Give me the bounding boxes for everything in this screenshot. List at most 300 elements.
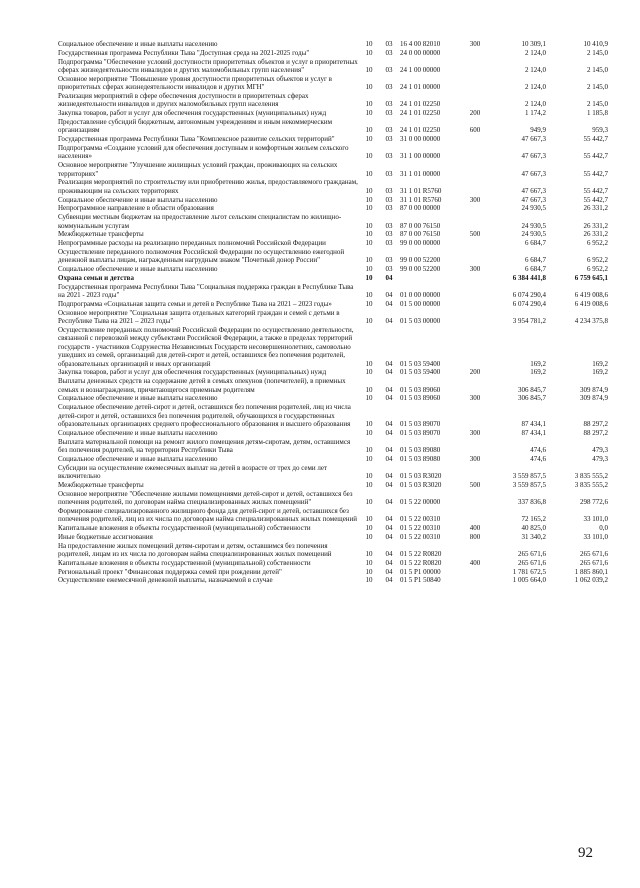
subsection-code: 04 — [385, 480, 393, 489]
expense-type-code — [464, 377, 486, 394]
amount-year-1: 474,6 — [530, 446, 546, 455]
row-name: Осуществление переданного полномочия Российской Федерации по осуществлению ежегодной денежной выплаты лицам, награжденным нагрудным знаком "Почетный донор России" — [58, 248, 345, 265]
section-code: 10 — [365, 446, 373, 455]
section-code: 10 — [365, 532, 373, 541]
table-body — [58, 40, 608, 585]
expense-type-code — [464, 239, 486, 248]
expense-type-code: 300 — [469, 454, 481, 463]
row-name: Социальное обеспечение детей-сирот и детей, оставшихся без попечения родителей, лиц из числа детей-сирот и детей, оставшихся без попечения родителей, обучающихся в государственных образовательных организациях среднего профессионального образования и высшего образования — [58, 403, 351, 429]
row-name: Непрограммное направление в области образования — [58, 204, 214, 213]
table-row — [58, 274, 608, 283]
section-code: 10 — [365, 550, 373, 559]
table-row — [58, 394, 608, 403]
amount-year-1: 6 684,7 — [525, 239, 546, 248]
amount-year-2: 2 145,0 — [587, 83, 608, 92]
section-code: 10 — [365, 221, 373, 230]
target-article-code: 01 5 03 R3020 — [400, 472, 442, 481]
table-row — [58, 559, 608, 568]
section-code: 10 — [365, 359, 373, 368]
table-row — [58, 239, 608, 248]
subsection-code: 03 — [385, 230, 393, 239]
expense-type-code — [464, 464, 486, 481]
subsection-code: 04 — [385, 515, 393, 524]
table-row — [58, 75, 608, 92]
amount-year-1: 3 954 781,2 — [512, 317, 546, 326]
expense-type-code: 400 — [469, 558, 481, 567]
subsection-code: 03 — [385, 100, 393, 109]
row-name: Региональный проект "Финансовая поддержка семей при рождении детей" — [58, 567, 282, 576]
expense-type-code — [464, 283, 486, 300]
subsection-code: 04 — [385, 291, 393, 300]
table-row — [58, 464, 608, 481]
expense-type-code: 200 — [469, 109, 481, 118]
subsection-code: 03 — [385, 195, 393, 204]
expense-type-code: 800 — [469, 532, 481, 541]
target-article-code: 24 1 01 02250 — [400, 109, 441, 118]
amount-year-1: 265 671,6 — [518, 550, 546, 559]
amount-year-2: 3 835 555,2 — [574, 480, 608, 489]
expense-type-code — [464, 300, 486, 309]
amount-year-2: 2 145,0 — [587, 66, 608, 74]
target-article-code: 01 5 22 00310 — [400, 515, 441, 524]
row-name: Выплаты денежных средств на содержание детей в семьях опекунов (попечителей), в приемных семьях и вознаграждения, причитающегося приемным родителям — [58, 377, 346, 394]
subsection-code: 04 — [385, 300, 393, 308]
expense-type-code: 500 — [469, 230, 481, 239]
section-code: 10 — [365, 230, 373, 239]
section-code: 10 — [365, 385, 373, 394]
amount-year-1: 3 559 857,5 — [512, 472, 546, 481]
amount-year-1: 87 434,1 — [521, 428, 546, 437]
target-article-code: 31 0 00 00000 — [400, 135, 441, 144]
expense-type-code: 600 — [469, 126, 481, 135]
section-code: 10 — [365, 126, 373, 135]
expense-type-code — [464, 135, 486, 144]
section-code: 10 — [365, 317, 373, 326]
row-name: Государственная программа Республики Тыва "Доступная среда на 2021-2025 годы" — [58, 48, 310, 57]
expense-type-code — [464, 248, 486, 265]
target-article-code: 01 5 03 89070 — [400, 420, 441, 429]
amount-year-1: 1 005 664,0 — [512, 576, 546, 585]
amount-year-2: 6 419 008,6 — [574, 300, 608, 308]
amount-year-1: 949,9 — [530, 126, 546, 135]
amount-year-1: 1 174,2 — [525, 109, 546, 118]
target-article-code: 01 5 03 R3020 — [400, 480, 442, 489]
amount-year-1: 6 074 290,4 — [512, 291, 546, 300]
subsection-code: 03 — [385, 109, 393, 118]
target-article-code: 24 0 00 00000 — [400, 48, 441, 57]
amount-year-2: 10 410,9 — [583, 40, 608, 48]
subsection-code: 03 — [385, 135, 393, 144]
subsection-code: 04 — [385, 385, 393, 394]
table-row — [58, 568, 608, 577]
amount-year-1: 87 434,1 — [521, 420, 546, 429]
subsection-code: 03 — [385, 256, 393, 265]
expense-type-code: 300 — [469, 394, 481, 403]
amount-year-1: 47 667,3 — [521, 195, 546, 204]
target-article-code: 01 5 P1 50840 — [400, 576, 441, 585]
amount-year-1: 2 124,0 — [525, 83, 546, 92]
target-article-code: 01 5 03 89070 — [400, 428, 441, 437]
target-article-code — [400, 274, 464, 283]
table-row — [58, 403, 608, 429]
amount-year-2: 55 442,7 — [583, 195, 608, 204]
expense-type-code — [464, 92, 486, 109]
target-article-code: 87 0 00 00000 — [400, 204, 441, 213]
section-code: 10 — [365, 291, 373, 300]
row-name: Межбюджетные трансферты — [58, 230, 144, 239]
target-article-code: 01 5 03 89080 — [400, 454, 441, 463]
subsection-code: 04 — [385, 567, 393, 576]
target-article-code: 01 5 22 00000 — [400, 498, 441, 507]
section-code: 10 — [365, 109, 373, 118]
target-article-code: 01 5 22 00310 — [400, 532, 441, 541]
amount-year-2: 479,3 — [592, 446, 608, 455]
expense-type-code — [464, 204, 486, 213]
target-article-code: 87 0 00 76150 — [400, 230, 441, 239]
table-row — [58, 533, 608, 542]
section-code: 10 — [365, 169, 373, 178]
amount-year-1: 6 384 441,8 — [512, 274, 546, 282]
section-code: 10 — [365, 472, 373, 481]
section-code: 10 — [365, 83, 373, 92]
table-row — [58, 368, 608, 377]
row-name: Капитальные вложения в объекты государственной (муниципальной) собственности — [58, 524, 311, 533]
table-row — [58, 230, 608, 239]
expense-type-code: 300 — [469, 265, 481, 274]
target-article-code: 24 1 00 00000 — [400, 66, 441, 74]
table-row — [58, 490, 608, 507]
subsection-code: 04 — [385, 394, 393, 403]
amount-year-2: 6 419 008,6 — [574, 291, 608, 300]
amount-year-2: 169,2 — [592, 368, 608, 377]
amount-year-1: 24 930,5 — [521, 221, 546, 230]
amount-year-1: 169,2 — [530, 359, 546, 368]
table-row — [58, 438, 608, 455]
amount-year-2: 4 234 375,8 — [574, 317, 608, 326]
subsection-code: 03 — [385, 204, 393, 213]
section-code: 10 — [365, 428, 373, 437]
subsection-code: 03 — [385, 152, 393, 161]
expense-type-code — [464, 178, 486, 195]
row-name: Закупка товаров, работ и услуг для обеспечения государственных (муниципальных) нужд — [58, 109, 327, 118]
table-row — [58, 377, 608, 394]
expense-type-code: 300 — [469, 428, 481, 437]
row-name: Реализация мероприятий по строительству или приобретению жилья, предоставляемого гражданам, проживающим на сельских территориях — [58, 178, 358, 195]
expense-type-code: 300 — [469, 40, 481, 48]
amount-year-1: 31 340,2 — [521, 532, 546, 541]
subsection-code: 04 — [385, 558, 393, 567]
amount-year-2: 0,0 — [599, 524, 608, 533]
amount-year-1: 306 845,7 — [518, 385, 546, 394]
expense-type-code — [464, 438, 486, 455]
amount-year-2: 1 062 039,2 — [574, 576, 608, 585]
section-code: 10 — [365, 567, 373, 576]
expense-type-code: 400 — [469, 524, 481, 533]
target-article-code: 01 5 03 00000 — [400, 317, 441, 326]
table-row — [58, 507, 608, 524]
row-name: Субсидии на осуществление ежемесячных выплат на детей в возрасте от трех до семи лет включительно — [58, 463, 328, 481]
table-row — [58, 58, 608, 75]
subsection-code: 03 — [385, 265, 393, 274]
amount-year-2: 55 442,7 — [583, 152, 608, 161]
amount-year-2: 479,3 — [592, 454, 608, 463]
amount-year-2: 959,3 — [592, 126, 608, 135]
table-row — [58, 429, 608, 438]
table-row — [58, 196, 608, 205]
amount-year-2: 33 101,0 — [583, 532, 608, 541]
table-row — [58, 161, 608, 178]
table-row — [58, 92, 608, 109]
expense-type-code — [464, 326, 486, 368]
section-code: 10 — [365, 454, 373, 463]
target-article-code: 87 0 00 76150 — [400, 221, 441, 230]
subsection-code: 04 — [385, 359, 393, 368]
row-name: Социальное обеспечение и иные выплаты населению — [58, 394, 218, 403]
amount-year-1: 2 124,0 — [525, 48, 546, 57]
amount-year-1: 47 667,3 — [521, 152, 546, 161]
section-code: 10 — [365, 40, 373, 48]
expense-type-code — [464, 309, 486, 326]
amount-year-2: 26 331,2 — [583, 204, 608, 213]
target-article-code: 01 5 03 89060 — [400, 394, 441, 403]
subsection-code: 04 — [385, 446, 393, 455]
amount-year-2: 169,2 — [592, 359, 608, 368]
amount-year-2: 265 671,6 — [580, 558, 608, 567]
row-name: Осуществление ежемесячной денежной выплаты, назначаемой в случае — [58, 576, 273, 585]
row-name: Социальное обеспечение и иные выплаты населению — [58, 40, 218, 48]
table-row — [58, 481, 608, 490]
amount-year-1: 6 684,7 — [525, 256, 546, 265]
amount-year-1: 3 559 857,5 — [512, 480, 546, 489]
amount-year-2: 298 772,6 — [580, 498, 608, 507]
subsection-code: 03 — [385, 239, 393, 248]
target-article-code: 01 5 00 00000 — [400, 300, 441, 308]
section-code: 10 — [365, 498, 373, 507]
row-name: Социальное обеспечение и иные выплаты населению — [58, 454, 218, 463]
amount-year-2: 26 331,2 — [583, 230, 608, 239]
amount-year-1: 1 781 672,5 — [512, 567, 546, 576]
expense-type-code — [464, 144, 486, 161]
row-name: Основное мероприятие "Социальная защита отдельных категорий граждан и семей с детьми в Республике Тыва на 2021 – 2023 годы" — [58, 308, 340, 326]
target-article-code: 99 0 00 00000 — [400, 239, 441, 248]
amount-year-2: 55 442,7 — [583, 186, 608, 195]
subsection-code: 04 — [385, 532, 393, 541]
subsection-code: 04 — [385, 274, 393, 282]
table-row — [58, 109, 608, 118]
subsection-code: 03 — [385, 66, 393, 74]
row-name: Подпрограмма «Социальная защита семьи и детей в Республике Тыва на 2021 – 2023 годы» — [58, 300, 332, 308]
table-row — [58, 576, 608, 585]
row-name: Подпрограмма «Создание условий для обеспечения доступным и комфортным жильем сельского населения» — [58, 144, 349, 161]
table-row — [58, 178, 608, 195]
expense-type-code — [464, 507, 486, 524]
section-code: 10 — [365, 420, 373, 429]
row-name: Основное мероприятие "Обеспечение жилыми помещениями детей-сирот и детей, оставшихся без попечения родителей, по договорам найма специализированных жилых помещений" — [58, 489, 353, 507]
table-row — [58, 49, 608, 58]
target-article-code: 01 5 P1 00000 — [400, 567, 441, 576]
expense-type-code: 200 — [469, 368, 481, 377]
subsection-code: 04 — [385, 472, 393, 481]
expense-type-code: 300 — [469, 195, 481, 204]
amount-year-2: 6 952,2 — [587, 239, 608, 248]
row-name: Социальное обеспечение и иные выплаты населению — [58, 265, 218, 274]
budget-table — [58, 40, 608, 585]
row-name: Основное мероприятие "Повышение уровня доступности приоритетных объектов и услуг в приоритетных сферах жизнедеятельности инвалидов и других МГН" — [58, 74, 332, 92]
amount-year-1: 10 309,1 — [521, 40, 546, 48]
row-name: Государственная программа Республики Тыва "Социальная поддержка граждан в Республике Тыва на 2021 - 2023 годы" — [58, 282, 354, 300]
subsection-code: 04 — [385, 524, 393, 533]
amount-year-2: 55 442,7 — [583, 169, 608, 178]
amount-year-2: 1 185,8 — [587, 109, 608, 118]
table-row — [58, 455, 608, 464]
subsection-code: 04 — [385, 420, 393, 429]
table-row — [58, 300, 608, 309]
table-row — [58, 204, 608, 213]
section-code: 10 — [365, 265, 373, 274]
section-code: 10 — [365, 274, 373, 282]
amount-year-1: 306 845,7 — [518, 394, 546, 403]
subsection-code: 04 — [385, 317, 393, 326]
amount-year-1: 24 930,5 — [521, 204, 546, 213]
section-code: 10 — [365, 135, 373, 144]
target-article-code: 01 5 03 59400 — [400, 359, 441, 368]
target-article-code: 24 1 01 00000 — [400, 83, 441, 92]
row-name: Охрана семьи и детства — [58, 274, 134, 282]
row-name: На предоставление жилых помещений детям-сиротам и детям, оставшимся без попечения родителей, лицам из их числа по договорам найма специализированных жилых помещений — [58, 541, 332, 559]
table-row — [58, 524, 608, 533]
row-name: Закупка товаров, работ и услуг для обеспечения государственных (муниципальных) нужд — [58, 368, 327, 377]
section-code: 10 — [365, 48, 373, 57]
amount-year-1: 47 667,3 — [521, 169, 546, 178]
target-article-code: 01 5 22 R0820 — [400, 558, 442, 567]
subsection-code: 03 — [385, 221, 393, 230]
row-name: Реализация мероприятий в сфере обеспечения доступности в приоритетных сферах жизнедеятельности инвалидов и других маломобильных групп населения — [58, 92, 309, 109]
section-code: 10 — [365, 186, 373, 195]
target-article-code: 99 0 00 52200 — [400, 256, 441, 265]
table-row — [58, 283, 608, 300]
amount-year-1: 265 671,6 — [518, 558, 546, 567]
expense-type-code — [464, 213, 486, 230]
row-name: Основное мероприятие "Улучшение жилищных условий граждан, проживающих на сельских территориях" — [58, 161, 338, 178]
row-name: Непрограммные расходы на реализацию переданных полномочий Российской Федерации — [58, 239, 326, 248]
section-code: 10 — [365, 256, 373, 265]
target-article-code: 99 0 00 52200 — [400, 265, 441, 274]
subsection-code: 03 — [385, 186, 393, 195]
subsection-code: 03 — [385, 83, 393, 92]
amount-year-1: 6 684,7 — [525, 265, 546, 274]
table-row — [58, 135, 608, 144]
expense-type-code — [464, 403, 486, 429]
amount-year-1: 47 667,3 — [521, 135, 546, 144]
subsection-code: 03 — [385, 48, 393, 57]
section-code: 10 — [365, 524, 373, 533]
table-row — [58, 213, 608, 230]
amount-year-1: 2 124,0 — [525, 66, 546, 74]
row-name: Капитальные вложения в объекты государственной (муниципальной) собственности — [58, 558, 311, 567]
section-code: 10 — [365, 66, 373, 74]
expense-type-code — [464, 576, 486, 585]
amount-year-2: 309 874,9 — [580, 394, 608, 403]
row-name: Подпрограмма "Обеспечение условий доступности приоритетных объектов и услуг в приоритетных сферах жизнедеятельности инвалидов и других маломобильных групп населения" — [58, 57, 358, 74]
target-article-code: 01 5 03 89060 — [400, 385, 441, 394]
section-code: 10 — [365, 394, 373, 403]
section-code: 10 — [365, 204, 373, 213]
subsection-code: 04 — [385, 498, 393, 507]
amount-year-2: 6 952,2 — [587, 265, 608, 274]
row-name: Субвенции местным бюджетам на предоставление льгот сельским специалистам по жилищно-коммунальным услугам — [58, 213, 342, 230]
amount-year-2: 1 885 860,1 — [574, 567, 608, 576]
expense-type-code — [464, 274, 486, 283]
amount-year-2: 309 874,9 — [580, 385, 608, 394]
row-name: Государственная программа Республики Тыва "Комплексное развитие сельских территорий" — [58, 135, 335, 144]
row-name: Межбюджетные трансферты — [58, 480, 144, 489]
page-number: 92 — [578, 845, 593, 861]
row-name: Социальное обеспечение и иные выплаты населению — [58, 195, 218, 204]
target-article-code: 01 5 03 59400 — [400, 368, 441, 377]
amount-year-2: 265 671,6 — [580, 550, 608, 559]
section-code: 10 — [365, 239, 373, 248]
amount-year-2: 55 442,7 — [583, 135, 608, 144]
section-code: 10 — [365, 368, 373, 377]
table-row — [58, 309, 608, 326]
amount-year-2: 88 297,2 — [583, 420, 608, 429]
section-code: 10 — [365, 576, 373, 585]
expense-type-code: 500 — [469, 480, 481, 489]
table-row — [58, 248, 608, 265]
subsection-code: 04 — [385, 428, 393, 437]
amount-year-2: 6 759 645,1 — [574, 274, 608, 282]
expense-type-code — [464, 568, 486, 577]
table-row — [58, 40, 608, 49]
section-code: 10 — [365, 480, 373, 489]
section-code: 10 — [365, 300, 373, 308]
target-article-code: 01 5 22 R0820 — [400, 550, 442, 559]
section-code: 10 — [365, 515, 373, 524]
expense-type-code — [464, 490, 486, 507]
amount-year-1: 2 124,0 — [525, 100, 546, 109]
table-row — [58, 118, 608, 135]
subsection-code: 04 — [385, 550, 393, 559]
amount-year-2: 88 297,2 — [583, 428, 608, 437]
target-article-code: 31 1 01 00000 — [400, 169, 441, 178]
table-row — [58, 144, 608, 161]
row-name: Социальное обеспечение и иные выплаты населению — [58, 428, 218, 437]
target-article-code: 24 1 01 02250 — [400, 100, 441, 109]
expense-type-code — [464, 161, 486, 178]
amount-year-1: 40 825,0 — [521, 524, 546, 533]
row-name: Осуществление переданных полномочий Российской Федерации по осуществлению деятельности, связанной с перевозкой между субъектами Российской Федерации, а также в пределах территорий государств - участников Содружества Независимых Государств несовершеннолетних, самовольно ушедших из семей, организаций для детей-сирот и детей, оставшихся без попечения родителей, образовательных организаций и иных организаций — [58, 326, 354, 368]
expense-type-code — [464, 75, 486, 92]
amount-year-1: 169,2 — [530, 368, 546, 377]
amount-year-2: 26 331,2 — [583, 221, 608, 230]
subsection-code: 04 — [385, 368, 393, 377]
table-row — [58, 542, 608, 559]
expense-type-code — [464, 542, 486, 559]
target-article-code: 01 0 00 00000 — [400, 291, 441, 300]
subsection-code: 04 — [385, 454, 393, 463]
target-article-code: 16 4 00 82010 — [400, 40, 441, 48]
amount-year-1: 72 165,2 — [521, 515, 546, 524]
amount-year-1: 6 074 290,4 — [512, 300, 546, 308]
target-article-code: 31 1 01 R5760 — [400, 186, 442, 195]
expense-type-code — [464, 49, 486, 58]
section-code: 10 — [365, 152, 373, 161]
amount-year-2: 2 145,0 — [587, 48, 608, 57]
row-name: Иные бюджетные ассигнования — [58, 532, 153, 541]
subsection-code: 03 — [385, 169, 393, 178]
subsection-code: 03 — [385, 40, 393, 48]
target-article-code: 01 5 03 89080 — [400, 446, 441, 455]
